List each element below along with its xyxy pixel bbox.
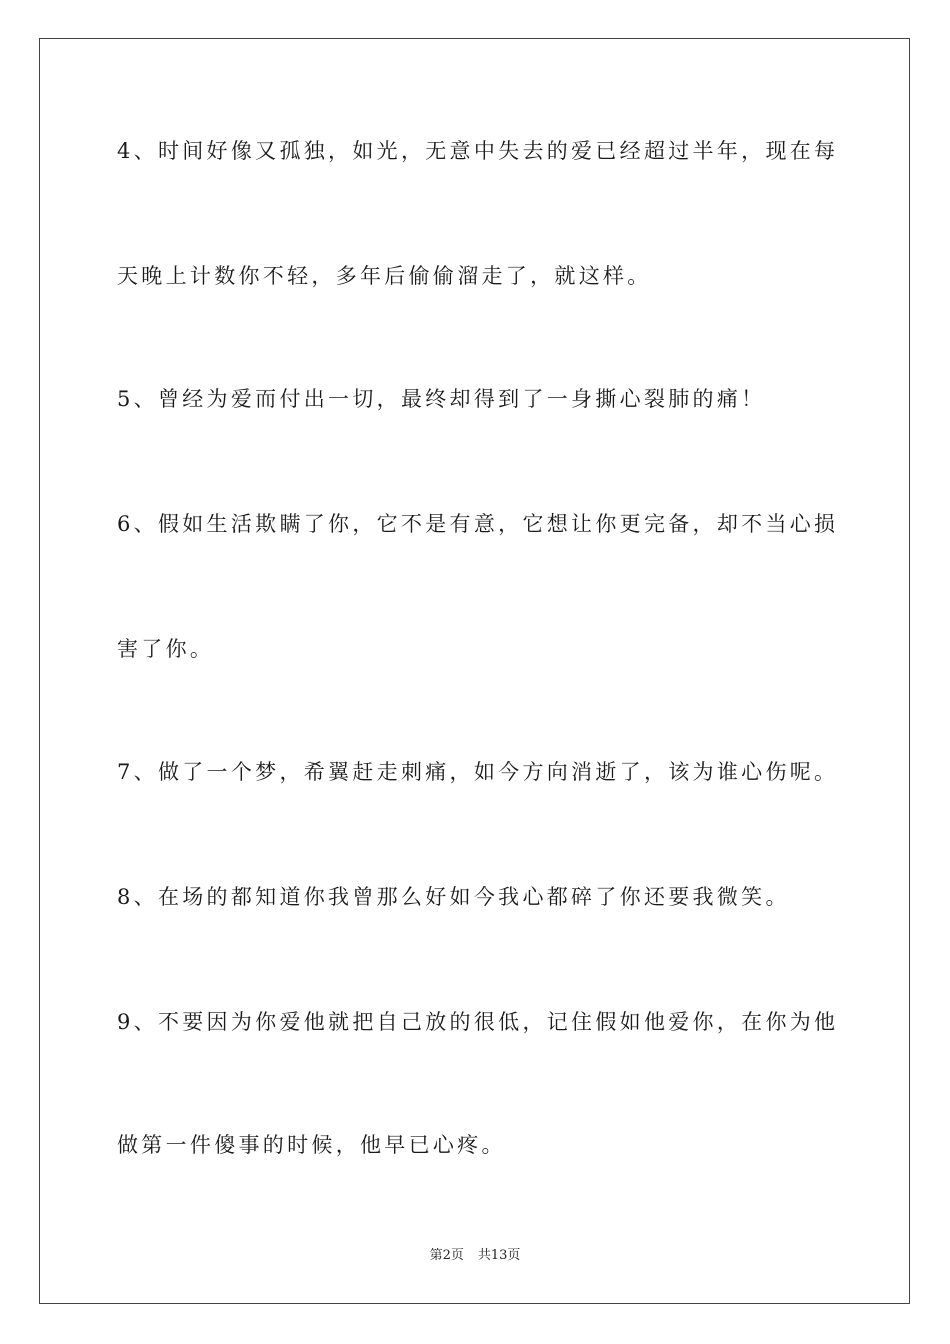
page-border	[39, 38, 910, 1304]
text-line: 8、在场的都知道你我曾那么好如今我心都碎了你还要我微笑。	[117, 885, 790, 909]
text-line: 害了你。	[117, 637, 215, 661]
text-line: 4、时间好像又孤独，如光，无意中失去的爱已经超过半年，现在每	[117, 139, 839, 163]
text-line: 天晚上计数你不轻，多年后偷偷溜走了，就这样。	[117, 264, 652, 288]
page-footer	[0, 1248, 950, 1264]
text-line: 5、曾经为爱而付出一切，最终却得到了一身撕心裂肺的痛！	[117, 387, 766, 411]
text-line: 7、做了一个梦，希翼赶走刺痛，如今方向消逝了，该为谁心伤呢。	[117, 760, 839, 784]
page-number: 第2页	[429, 1248, 464, 1263]
text-line: 6、假如生活欺瞒了你，它不是有意，它想让你更完备，却不当心损	[117, 512, 839, 536]
text-line: 9、不要因为你爱他就把自己放的很低，记住假如他爱你，在你为他	[117, 1010, 839, 1034]
page-total: 共13页	[477, 1248, 521, 1263]
text-line: 做第一件傻事的时候，他早已心疼。	[117, 1133, 506, 1157]
